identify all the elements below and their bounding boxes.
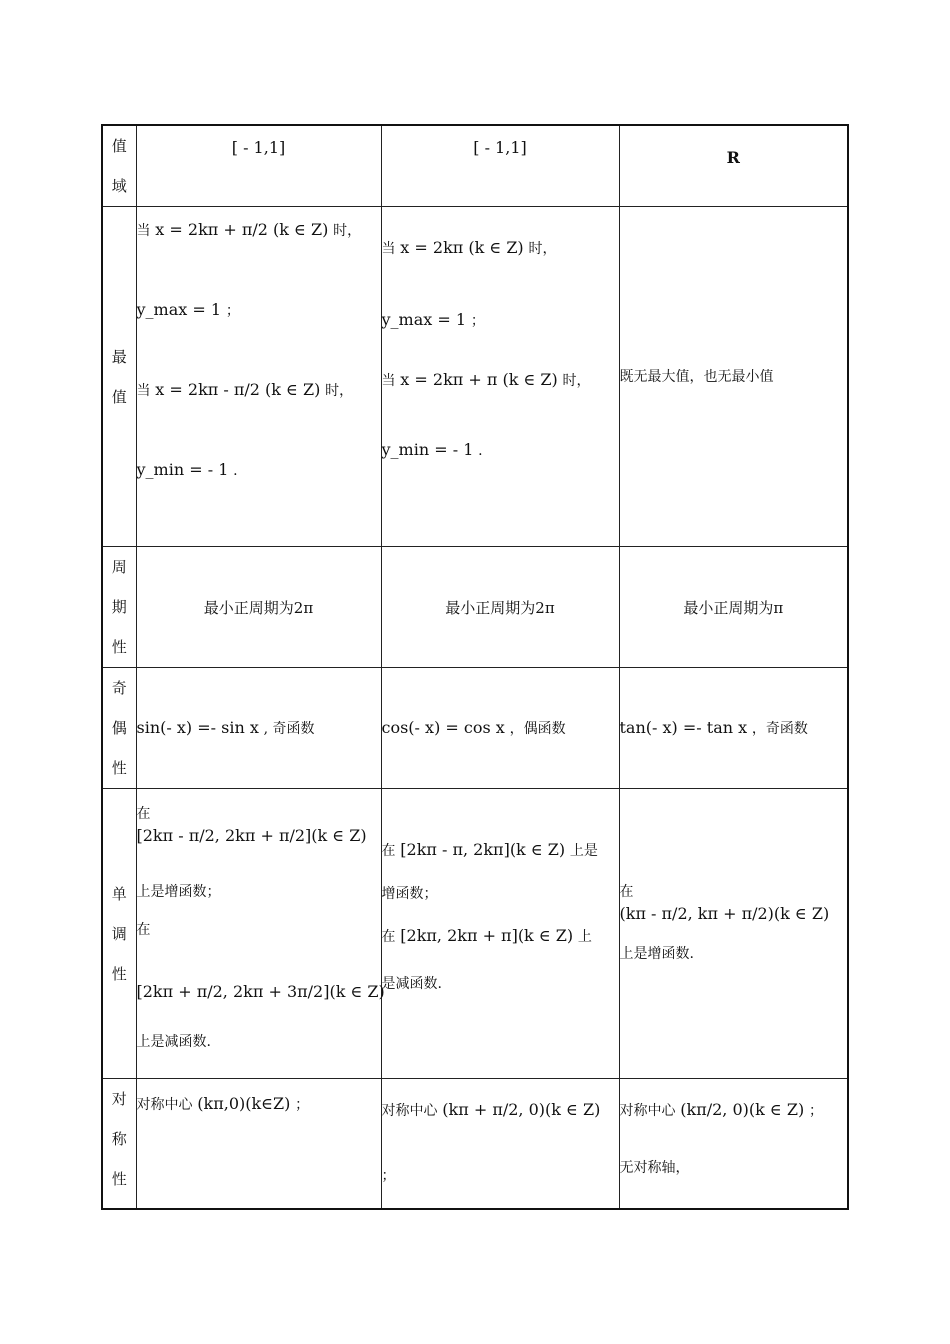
text: ，奇函数 [751, 720, 808, 737]
text: 对称中心 [381, 1103, 438, 1119]
tan-extremum [619, 207, 848, 547]
head-char: 值 [111, 137, 127, 155]
head-char: 最 [111, 347, 127, 366]
text: ； [225, 303, 240, 319]
parity-row [102, 668, 848, 789]
formula: x = 2kπ + π/2 (k ∈ Z) [155, 220, 329, 239]
parity-row-head [102, 668, 136, 789]
head-char: 周 [111, 558, 127, 576]
text: 当 [381, 373, 396, 389]
text: 对称中心 [136, 1097, 193, 1113]
cos-parity [381, 668, 619, 789]
text: 增函数； [381, 886, 438, 902]
text: 上 [577, 929, 592, 945]
head-char: 偶 [111, 719, 127, 737]
formula: cos(- x) = cos x [381, 717, 505, 737]
head-char: 称 [111, 1130, 127, 1148]
text: 在 [381, 929, 396, 945]
formula: [2kπ - π, 2kπ](k ∈ Z) [400, 840, 566, 859]
trig-properties-table [101, 124, 849, 1210]
cos-monotonic [381, 789, 619, 1079]
text: ，偶函数 [509, 720, 566, 737]
monotonic-row [102, 789, 848, 1079]
text: ； [470, 313, 485, 329]
sin-symmetry [136, 1079, 381, 1209]
text: ； [295, 1097, 310, 1113]
cos-range [381, 125, 619, 207]
text: 上是增函数. [619, 946, 694, 962]
text: 最小正周期为2π [203, 598, 314, 617]
sin-monotonic [136, 789, 385, 1079]
cos-symmetry [381, 1079, 619, 1209]
head-char: 单 [111, 884, 127, 903]
text: ； [381, 1168, 396, 1184]
symmetry-row-head [102, 1079, 136, 1209]
formula: y_max = 1 [136, 300, 222, 319]
text: 是减函数. [381, 976, 442, 992]
head-char: 奇 [111, 679, 127, 697]
text: , 奇函数 [263, 720, 315, 737]
tan-range [619, 125, 848, 207]
range-value: [ - 1,1] [231, 138, 286, 157]
formula: x = 2kπ + π (k ∈ Z) [400, 370, 558, 389]
text: 在 [136, 922, 151, 938]
text: . [478, 443, 483, 459]
extremum-row [102, 207, 848, 547]
tan-parity [619, 668, 848, 789]
sin-parity [136, 668, 381, 789]
head-char: 性 [111, 638, 127, 656]
text: 当 [136, 223, 151, 239]
head-char: 对 [111, 1090, 127, 1108]
sin-extremum [136, 207, 381, 547]
cos-extremum [381, 207, 619, 547]
text: 在 [619, 884, 634, 900]
text: 上是减函数. [136, 1034, 211, 1050]
formula: y_min = - 1 [381, 440, 474, 459]
range-value: [ - 1,1] [473, 138, 527, 157]
formula: (kπ/2, 0)(k ∈ Z) [680, 1100, 805, 1119]
head-char: 调 [111, 924, 127, 943]
formula: (kπ - π/2, kπ + π/2)(k ∈ Z) [619, 903, 830, 923]
head-char: 性 [111, 759, 127, 777]
text: 无对称轴， [619, 1160, 690, 1176]
sin-range [136, 125, 381, 207]
text: 时， [325, 383, 354, 399]
formula: x = 2kπ (k ∈ Z) [400, 238, 524, 257]
text: 在 [381, 843, 396, 859]
range-value: R [726, 148, 740, 167]
extremum-row-head [102, 207, 136, 547]
formula: sin(- x) =- sin x [136, 717, 259, 737]
formula: [2kπ, 2kπ + π](k ∈ Z) [400, 926, 574, 945]
head-char: 期 [111, 598, 127, 616]
period-row-head [102, 547, 136, 668]
formula: y_max = 1 [381, 310, 467, 329]
formula: (kπ + π/2, 0)(k ∈ Z) [442, 1100, 601, 1119]
text: 时， [528, 241, 557, 257]
head-char: 性 [111, 1170, 127, 1188]
text: 时， [333, 223, 362, 239]
formula: [2kπ - π/2, 2kπ + π/2](k ∈ Z) [136, 825, 367, 845]
tan-period [619, 547, 848, 668]
head-char: 域 [111, 177, 127, 195]
text: 上是 [569, 843, 598, 859]
text: 在 [136, 806, 151, 822]
text: 最小正周期为2π [445, 598, 555, 617]
formula: (kπ,0)(k∈Z) [197, 1094, 291, 1113]
range-row-head [102, 125, 136, 207]
formula: y_min = - 1 [136, 460, 229, 479]
text: 时， [562, 373, 591, 389]
period-row [102, 547, 848, 668]
text: 上是增函数； [136, 884, 221, 900]
text: ； [809, 1103, 823, 1119]
formula: [2kπ + π/2, 2kπ + 3π/2](k ∈ Z) [136, 982, 385, 1001]
text: 当 [381, 241, 396, 257]
tan-symmetry [619, 1079, 848, 1209]
text: . [233, 463, 238, 479]
text: 既无最大值，也无最小值 [619, 368, 774, 385]
range-row [102, 125, 848, 207]
formula: tan(- x) =- tan x [619, 717, 748, 737]
sin-period [136, 547, 381, 668]
formula: x = 2kπ - π/2 (k ∈ Z) [155, 380, 321, 399]
text: 最小正周期为π [683, 598, 784, 617]
text: 当 [136, 383, 151, 399]
monotonic-row-head [102, 789, 136, 1079]
cos-period [381, 547, 619, 668]
head-char: 值 [111, 387, 127, 406]
head-char: 性 [111, 964, 127, 983]
text: 对称中心 [619, 1103, 676, 1119]
tan-monotonic [619, 789, 848, 1079]
symmetry-row [102, 1079, 848, 1209]
